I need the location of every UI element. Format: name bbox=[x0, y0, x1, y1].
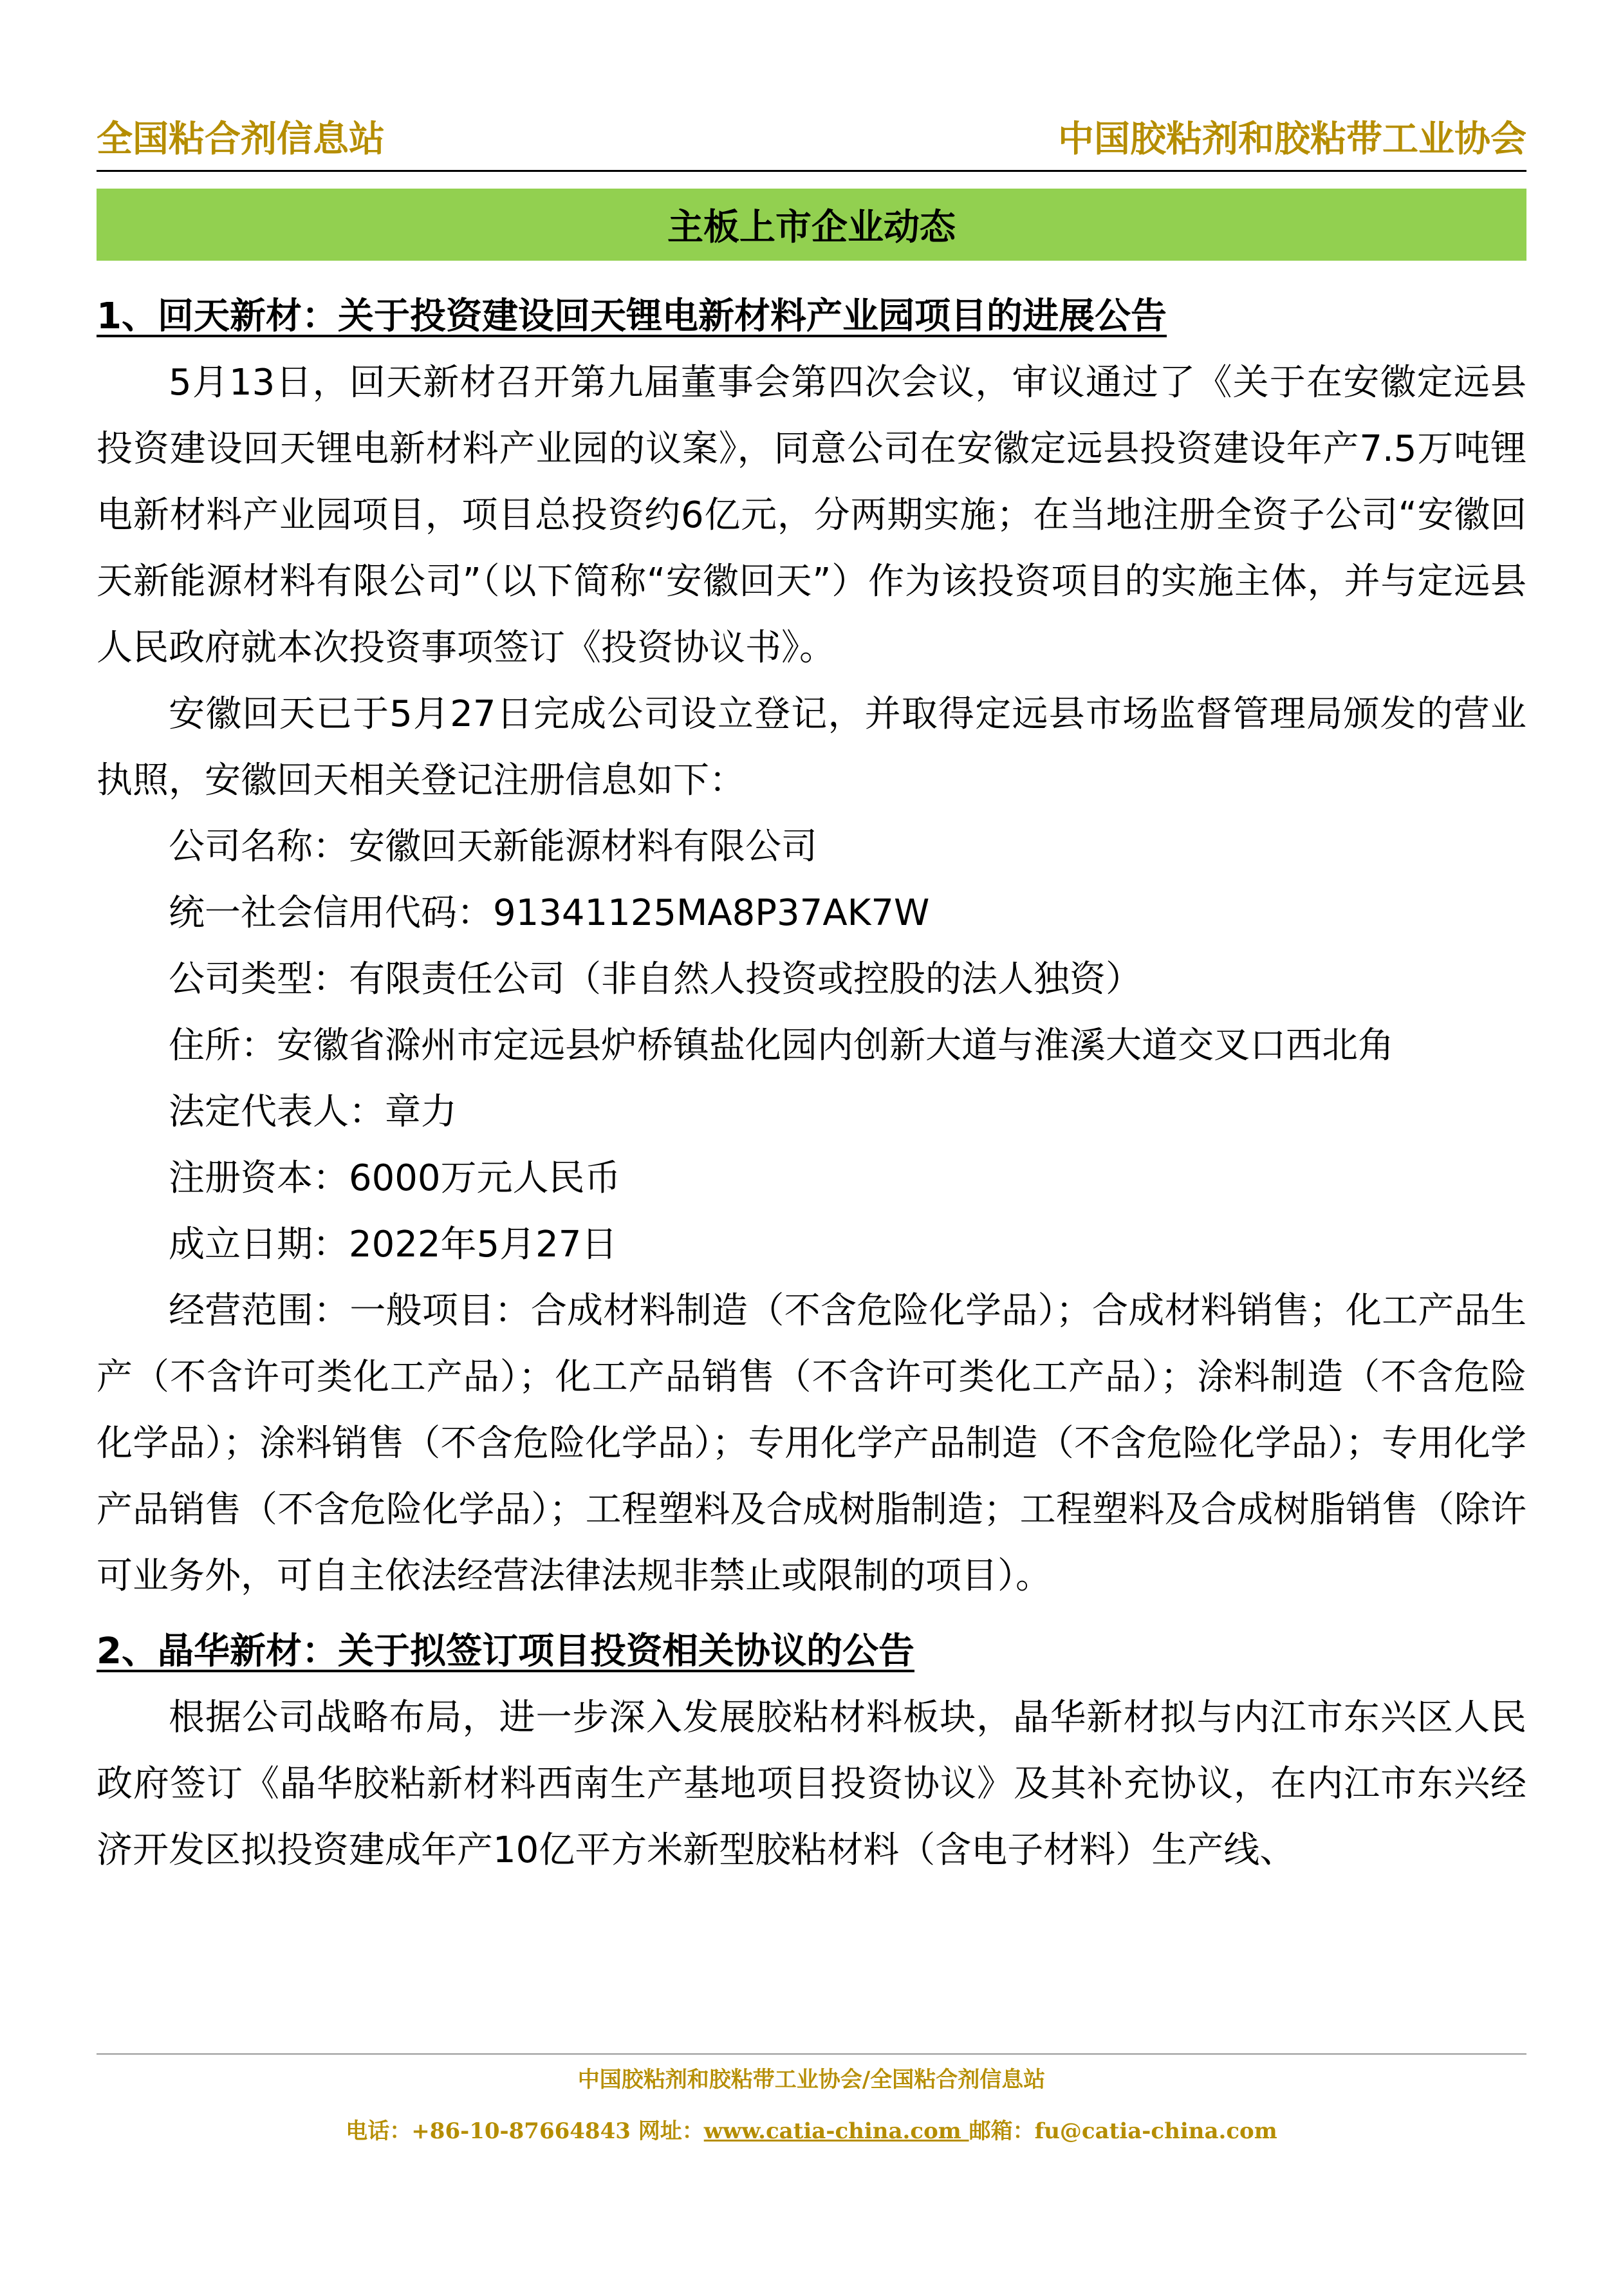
footer-org: 中国胶粘剂和胶粘带工业协会/全国粘合剂信息站 bbox=[577, 2067, 1046, 2093]
legal-rep-field: 法定代表人：章力 bbox=[169, 1091, 457, 1133]
footer-phone: 电话：+86-10-87664843 网址： bbox=[346, 2118, 704, 2144]
section1-paragraph-2: 安徽回天已于5月27日完成公司设立登记，并取得定远县市场监督管理局颁发的营业执照，安徽回天相关登记注册信息如下： bbox=[97, 693, 1526, 801]
footer-website-link[interactable]: www.catia-china.com bbox=[703, 2118, 969, 2144]
company-name-field: 公司名称：安徽回天新能源材料有限公司 bbox=[169, 826, 817, 868]
article-body bbox=[97, 283, 1526, 1883]
section1-paragraph-1: 5月13日，回天新材召开第九届董事会第四次会议，审议通过了《关于在安徽定远县投资建设回天锂电新材料产业园的议案》，同意公司在安徽定远县投资建设年产7.5万吨锂电新材料产业园项目，项目总投资约6亿元，分两期实施；在当地注册全资子公司“安徽回天新能源材料有限公司”（以下简称“安徽回天”）作为该投资项目的实施主体，并与定远县人民政府就本次投资事项签订《投资协议书》。 bbox=[97, 362, 1526, 669]
section1-title: 1、回天新材：关于投资建设回天锂电新材料产业园项目的进展公告 bbox=[97, 295, 1167, 337]
footer-email[interactable]: 邮箱：fu@catia-china.com bbox=[969, 2118, 1277, 2144]
section2-title: 2、晶华新材：关于拟签订项目投资相关协议的公告 bbox=[97, 1630, 914, 1672]
header-left-title: 全国粘合剂信息站 bbox=[97, 118, 385, 160]
company-type-field: 公司类型：有限责任公司（非自然人投资或控股的法人独资） bbox=[169, 958, 1142, 1000]
header-right-title: 中国胶粘剂和胶粘带工业协会 bbox=[1058, 118, 1526, 160]
footer-contact bbox=[0, 2113, 1623, 2145]
capital-field: 注册资本：6000万元人民币 bbox=[169, 1157, 621, 1199]
section-banner: 主板上市企业动态 bbox=[97, 189, 1526, 261]
business-scope-paragraph: 经营范围：一般项目：合成材料制造（不含危险化学品）；合成材料销售；化工产品生产（不含许可类化工产品）；化工产品销售（不含许可类化工产品）；涂料制造（不含危险化学品）；涂料销售（不含危险化学品）；专用化学产品制造（不含危险化学品）；专用化学产品销售（不含危险化学品）；工程塑料及合成树脂制造；工程塑料及合成树脂销售（除许可业务外，可自主依法经营法律法规非禁止或限制的项目）。 bbox=[97, 1290, 1526, 1597]
credit-code-field: 统一社会信用代码：91341125MA8P37AK7W bbox=[169, 892, 930, 934]
header-divider bbox=[97, 170, 1526, 172]
footer-divider bbox=[97, 2053, 1526, 2055]
section2-paragraph-1: 根据公司战略布局，进一步深入发展胶粘材料板块，晶华新材拟与内江市东兴区人民政府签订《晶华胶粘新材料西南生产基地项目投资协议》及其补充协议，在内江市东兴经济开发区拟投资建成年产10亿平方米新型胶粘材料（含电子材料）生产线、 bbox=[97, 1697, 1526, 1871]
established-date-field: 成立日期：2022年5月27日 bbox=[169, 1224, 618, 1265]
address-field: 住所：安徽省滁州市定远县炉桥镇盐化园内创新大道与淮溪大道交叉口西北角 bbox=[169, 1025, 1394, 1067]
